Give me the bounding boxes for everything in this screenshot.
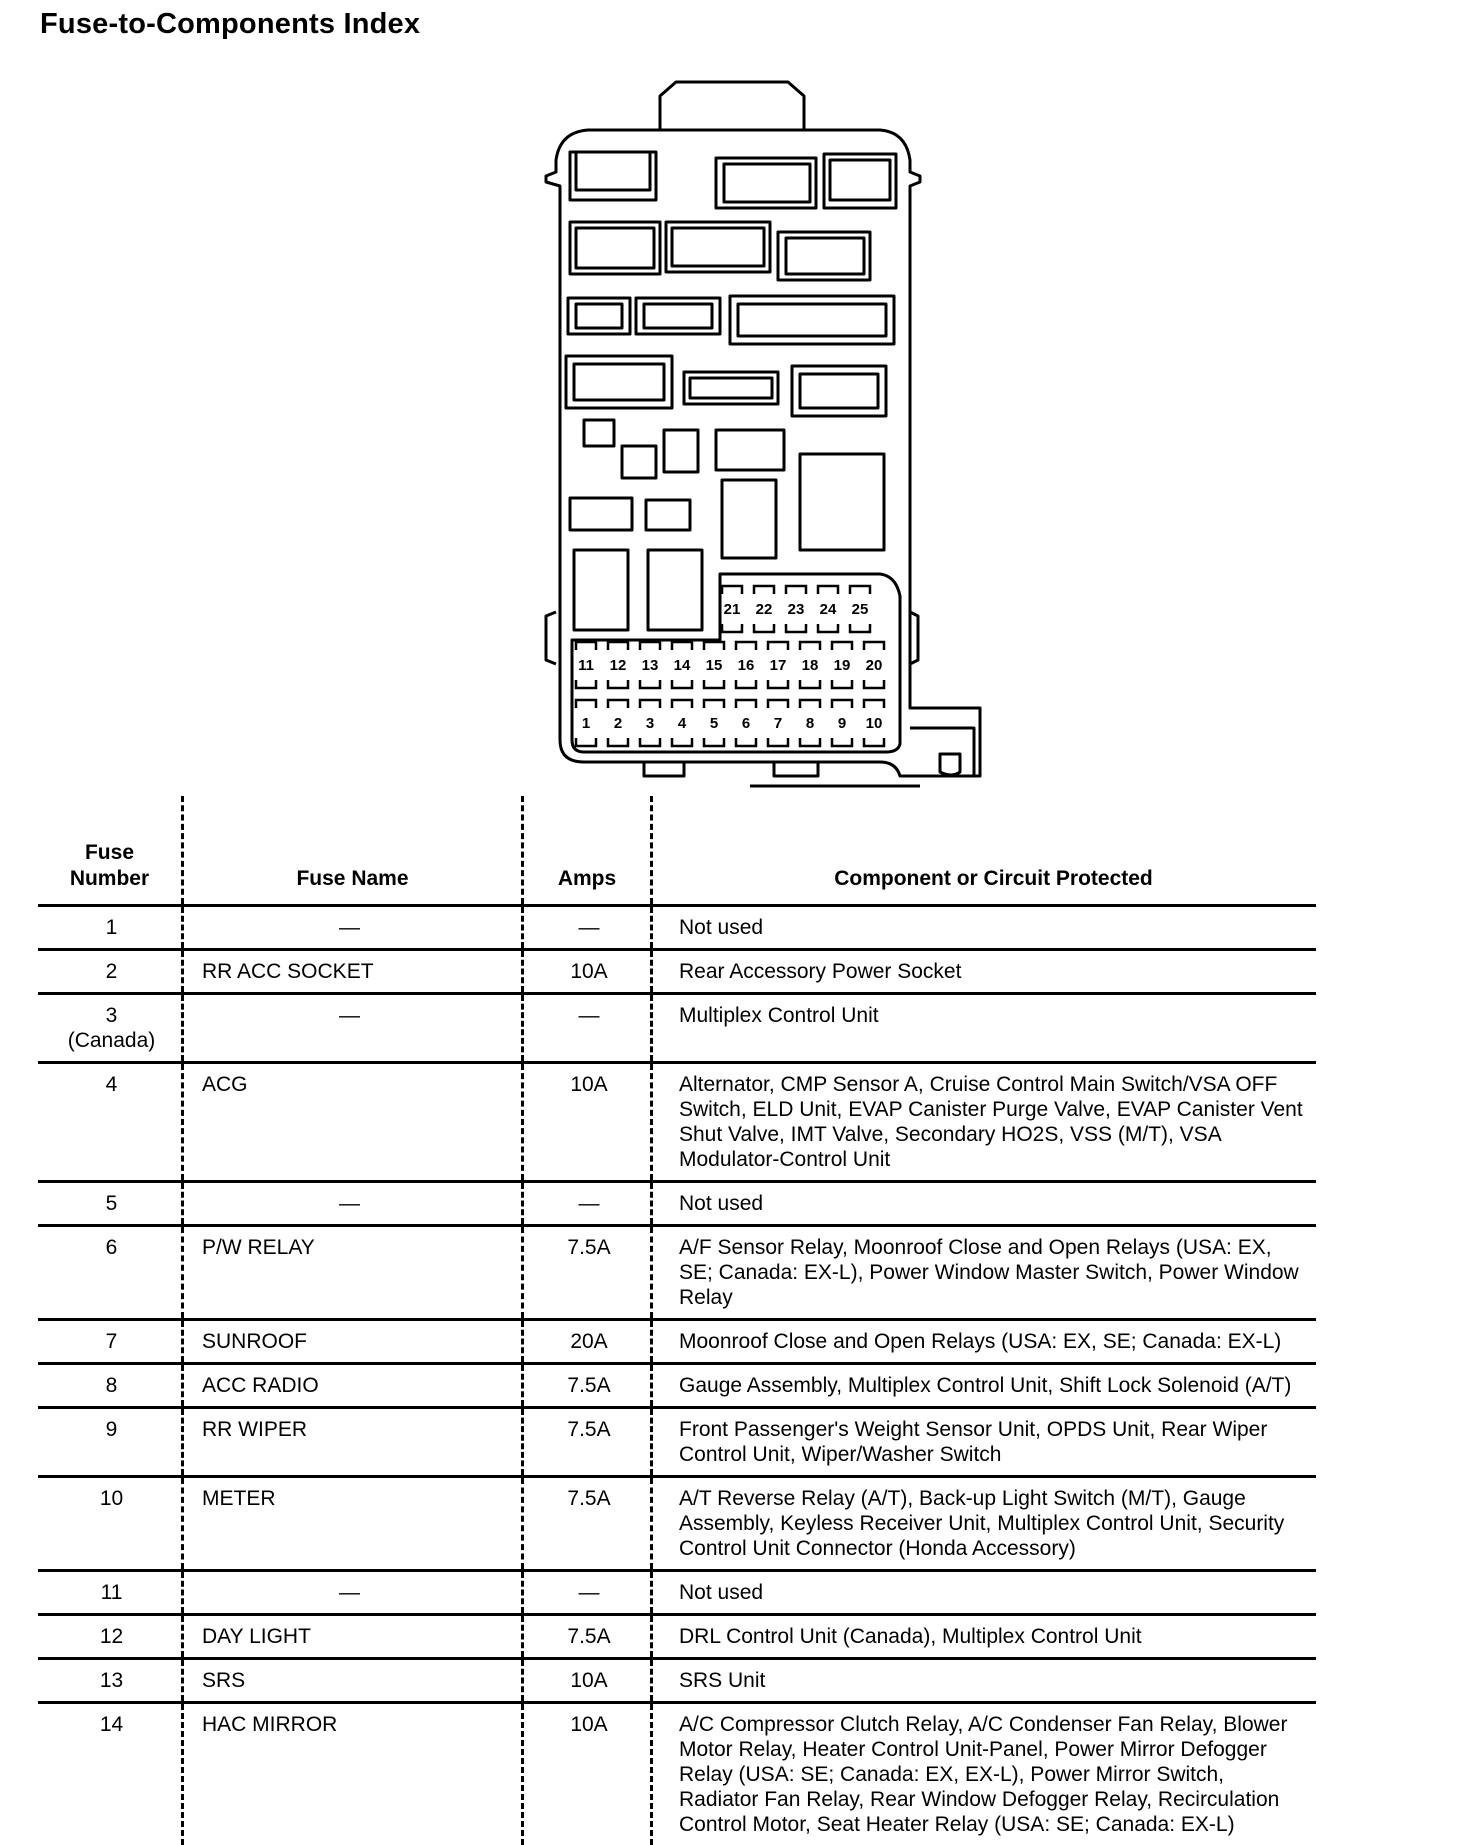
fuse-number: 6 bbox=[48, 1235, 175, 1260]
header-fuse-number: Fuse Number bbox=[38, 796, 183, 906]
fuse-slot-9: 9 bbox=[838, 715, 846, 732]
page-title: Fuse-to-Components Index bbox=[40, 8, 420, 41]
header-component: Component or Circuit Protected bbox=[652, 796, 1317, 906]
fuse-name: ACG bbox=[183, 1063, 523, 1182]
fuse-number-cell bbox=[38, 1320, 183, 1364]
fuse-slot-6: 6 bbox=[742, 715, 750, 732]
fuse-amps: — bbox=[523, 906, 652, 950]
fuse-name: P/W RELAY bbox=[183, 1226, 523, 1320]
component-protected: A/T Reverse Relay (A/T), Back-up Light Switch (M/T), Gauge Assembly, Keyless Receiver Unit, Multiplex Control Unit, Security Control Unit Connector (Honda Accessory) bbox=[652, 1477, 1317, 1571]
fuse-number-cell bbox=[38, 994, 183, 1063]
table-row bbox=[38, 1408, 1316, 1477]
connector-3a bbox=[568, 298, 630, 334]
fuse-slot-2: 2 bbox=[614, 715, 622, 732]
table-row bbox=[38, 1659, 1316, 1703]
fuse-number: 1 bbox=[48, 915, 175, 940]
fuse-amps: 10A bbox=[523, 1063, 652, 1182]
table-row bbox=[38, 1226, 1316, 1320]
connector-4c bbox=[792, 366, 886, 416]
fuse-slot-19: 19 bbox=[834, 657, 851, 674]
fuse-amps: 7.5A bbox=[523, 1477, 652, 1571]
fuse-slot-8: 8 bbox=[806, 715, 814, 732]
fuse-slot-14: 14 bbox=[674, 657, 691, 674]
fuse-number-cell bbox=[38, 1226, 183, 1320]
fuse-number-cell bbox=[38, 906, 183, 950]
table-row bbox=[38, 1364, 1316, 1408]
fuse-amps: 7.5A bbox=[523, 1408, 652, 1477]
fuse-name: SRS bbox=[183, 1659, 523, 1703]
fuse-slot-23: 23 bbox=[788, 601, 805, 618]
component-protected: DRL Control Unit (Canada), Multiplex Control Unit bbox=[652, 1615, 1317, 1659]
fuse-amps: 7.5A bbox=[523, 1226, 652, 1320]
table-header-row bbox=[38, 796, 1316, 906]
connector-4a bbox=[566, 356, 672, 408]
relay-5a bbox=[622, 446, 656, 478]
fuse-number: 13 bbox=[48, 1668, 175, 1693]
component-protected: Rear Accessory Power Socket bbox=[652, 950, 1317, 994]
fuse-name: DAY LIGHT bbox=[183, 1615, 523, 1659]
fuse-number-cell bbox=[38, 1063, 183, 1182]
fuse-slot-11: 11 bbox=[578, 657, 594, 674]
fuse-name: ACC RADIO bbox=[183, 1364, 523, 1408]
fuse-slot-1: 1 bbox=[582, 715, 590, 732]
fuse-number-cell bbox=[38, 1477, 183, 1571]
fuse-number: 11 bbox=[48, 1580, 175, 1605]
relay-5b bbox=[664, 430, 698, 472]
fuse-slot-7: 7 bbox=[774, 715, 782, 732]
component-protected: A/F Sensor Relay, Moonroof Close and Open Relays (USA: EX, SE; Canada: EX-L), Power Window Master Switch, Power Window Relay bbox=[652, 1226, 1317, 1320]
component-protected: Alternator, CMP Sensor A, Cruise Control Main Switch/VSA OFF Switch, ELD Unit, EVAP Canister Purge Valve, EVAP Canister Vent Shut Valve, IMT Valve, Secondary HO2S, VSS (M/T), VSA Modulator-Control Unit bbox=[652, 1063, 1317, 1182]
relay-2b bbox=[666, 222, 770, 272]
fuse-amps: 7.5A bbox=[523, 1364, 652, 1408]
fuse-slot-16: 16 bbox=[738, 657, 755, 674]
fuse-slot-22: 22 bbox=[756, 601, 773, 618]
component-protected: Gauge Assembly, Multiplex Control Unit, Shift Lock Solenoid (A/T) bbox=[652, 1364, 1317, 1408]
component-protected: Front Passenger's Weight Sensor Unit, OPDS Unit, Rear Wiper Control Unit, Wiper/Washer Switch bbox=[652, 1408, 1317, 1477]
connector-3b bbox=[636, 298, 720, 334]
fuse-number-cell bbox=[38, 1408, 183, 1477]
fuse-slot-25: 25 bbox=[852, 601, 869, 618]
fuse-slot-13: 13 bbox=[642, 657, 659, 674]
fuse-slot-20: 20 bbox=[866, 657, 883, 674]
fuse-box-diagram bbox=[0, 0, 1472, 800]
fuse-amps: 10A bbox=[523, 1659, 652, 1703]
fuse-name: — bbox=[183, 906, 523, 950]
fuse-name: — bbox=[183, 1182, 523, 1226]
component-protected: Not used bbox=[652, 1182, 1317, 1226]
component-protected: Not used bbox=[652, 1571, 1317, 1615]
fuse-number: 10 bbox=[48, 1486, 175, 1511]
fuse-slot-10: 10 bbox=[866, 715, 883, 732]
fuse-name: — bbox=[183, 1571, 523, 1615]
fuse-amps: 7.5A bbox=[523, 1615, 652, 1659]
relay-2c bbox=[778, 232, 870, 280]
small-socket bbox=[584, 420, 614, 446]
fuse-slot-24: 24 bbox=[820, 601, 837, 618]
fuse-number-cell bbox=[38, 1364, 183, 1408]
table-row bbox=[38, 906, 1316, 950]
fuse-name: RR ACC SOCKET bbox=[183, 950, 523, 994]
component-protected: Multiplex Control Unit bbox=[652, 994, 1317, 1063]
fuse-amps: — bbox=[523, 994, 652, 1063]
table-row bbox=[38, 1703, 1316, 1845]
fuse-slot-21: 21 bbox=[724, 601, 741, 618]
fuse-name: SUNROOF bbox=[183, 1320, 523, 1364]
table-row bbox=[38, 1477, 1316, 1571]
fuse-number-note: (Canada) bbox=[48, 1028, 175, 1053]
fuse-number: 9 bbox=[48, 1417, 175, 1442]
table-row bbox=[38, 994, 1316, 1063]
relay-5c bbox=[716, 430, 784, 470]
relay-6a bbox=[722, 480, 776, 558]
table-row bbox=[38, 950, 1316, 994]
table-row bbox=[38, 1320, 1316, 1364]
fuse-number-cell bbox=[38, 1615, 183, 1659]
component-protected: Not used bbox=[652, 906, 1317, 950]
fuse-number: 4 bbox=[48, 1072, 175, 1097]
component-protected: Moonroof Close and Open Relays (USA: EX, SE; Canada: EX-L) bbox=[652, 1320, 1317, 1364]
fuse-number: 5 bbox=[48, 1191, 175, 1216]
fuse-slot-12: 12 bbox=[610, 657, 627, 674]
fuse-number-cell bbox=[38, 950, 183, 994]
table-row bbox=[38, 1063, 1316, 1182]
connector-4b bbox=[684, 372, 778, 404]
fuse-name: — bbox=[183, 994, 523, 1063]
header-amps: Amps bbox=[523, 796, 652, 906]
fuse-number: 12 bbox=[48, 1624, 175, 1649]
fuse-number-cell bbox=[38, 1659, 183, 1703]
relay-2a bbox=[570, 222, 660, 274]
header-fuse-name: Fuse Name bbox=[183, 796, 523, 906]
fuse-number: 14 bbox=[48, 1712, 175, 1737]
fuse-amps: 10A bbox=[523, 950, 652, 994]
fuse-number-cell bbox=[38, 1703, 183, 1845]
connector-7b bbox=[646, 500, 690, 530]
fuse-amps: — bbox=[523, 1571, 652, 1615]
fuse-slot-15: 15 bbox=[706, 657, 723, 674]
fuse-slot-18: 18 bbox=[802, 657, 819, 674]
relay-8a bbox=[574, 550, 628, 630]
fuse-number: 7 bbox=[48, 1329, 175, 1354]
fuse-slot-5: 5 bbox=[710, 715, 718, 732]
connector-3c bbox=[730, 296, 894, 344]
table-row bbox=[38, 1615, 1316, 1659]
fuse-number: 8 bbox=[48, 1373, 175, 1398]
fuse-number: 2 bbox=[48, 959, 175, 984]
fuse-name: HAC MIRROR bbox=[183, 1703, 523, 1845]
table-row bbox=[38, 1571, 1316, 1615]
fuse-index-table bbox=[38, 796, 1316, 1845]
fuse-number-cell bbox=[38, 1571, 183, 1615]
fuse-slot-17: 17 bbox=[770, 657, 787, 674]
relay-6b bbox=[800, 454, 884, 550]
component-protected: A/C Compressor Clutch Relay, A/C Condenser Fan Relay, Blower Motor Relay, Heater Control Unit-Panel, Power Mirror Defogger Relay (USA: SE; Canada: EX, EX-L), Power Mirror Switch, Radiator Fan Relay, Rear Window Defogger Relay, Recirculation Control Motor, Seat Heater Relay (USA: SE; Canada: EX-L) bbox=[652, 1703, 1317, 1845]
fuse-name: METER bbox=[183, 1477, 523, 1571]
component-protected: SRS Unit bbox=[652, 1659, 1317, 1703]
fuse-number: 3 bbox=[48, 1003, 175, 1028]
relay-8b bbox=[648, 550, 702, 630]
fuse-slot-3: 3 bbox=[646, 715, 654, 732]
fuse-amps: 10A bbox=[523, 1703, 652, 1845]
fuse-amps: — bbox=[523, 1182, 652, 1226]
fuse-amps: 20A bbox=[523, 1320, 652, 1364]
relay-1a bbox=[570, 152, 656, 200]
fuse-number-cell bbox=[38, 1182, 183, 1226]
fuse-name: RR WIPER bbox=[183, 1408, 523, 1477]
table-row bbox=[38, 1182, 1316, 1226]
connector-7a bbox=[570, 498, 632, 530]
fuse-slot-4: 4 bbox=[678, 715, 687, 732]
